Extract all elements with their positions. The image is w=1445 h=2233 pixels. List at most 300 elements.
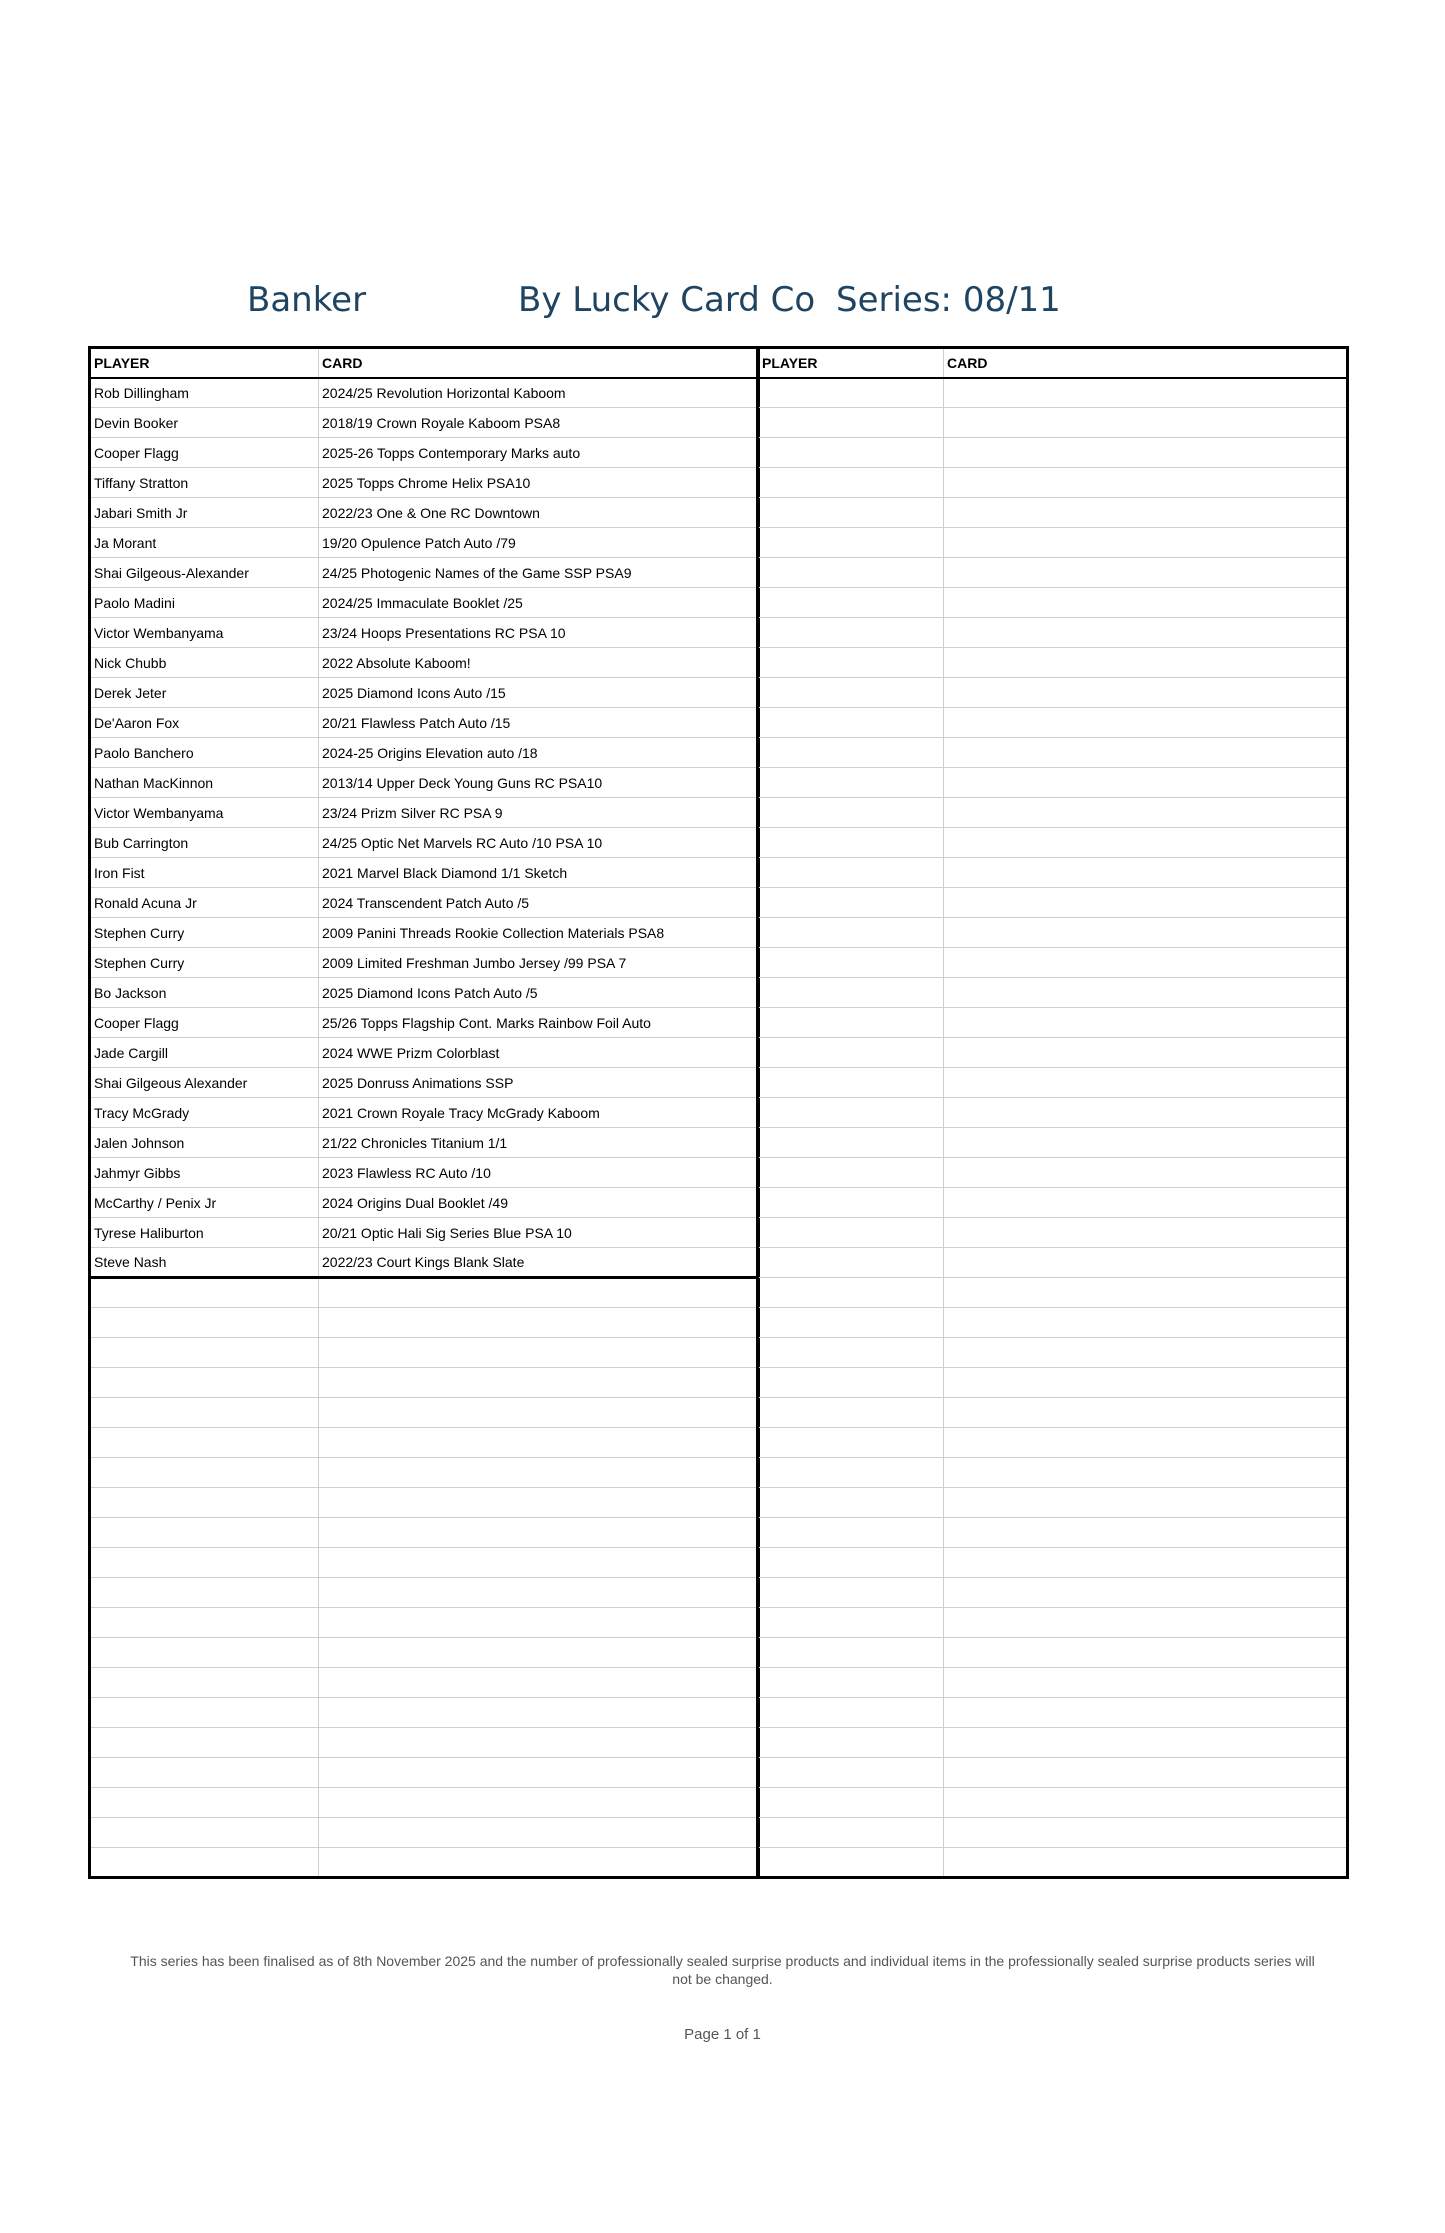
player-cell <box>758 678 944 708</box>
player-cell: Bub Carrington <box>90 828 319 858</box>
player-cell <box>758 1428 944 1458</box>
player-cell <box>758 1638 944 1668</box>
player-cell <box>90 1728 319 1758</box>
empty-row <box>90 1818 759 1848</box>
card-cell: 25/26 Topps Flagship Cont. Marks Rainbow Foil Auto <box>319 1008 759 1038</box>
card-cell <box>319 1398 759 1428</box>
card-cell: 23/24 Hoops Presentations RC PSA 10 <box>319 618 759 648</box>
player-cell <box>758 438 944 468</box>
player-cell <box>758 1158 944 1188</box>
card-cell: 2021 Crown Royale Tracy McGrady Kaboom <box>319 1098 759 1128</box>
player-cell <box>90 1818 319 1848</box>
card-cell <box>944 1848 1348 1878</box>
card-cell <box>944 1278 1348 1308</box>
card-cell: 24/25 Photogenic Names of the Game SSP PSA9 <box>319 558 759 588</box>
empty-row <box>758 768 1348 798</box>
player-cell: Victor Wembanyama <box>90 618 319 648</box>
empty-row <box>90 1698 759 1728</box>
empty-row <box>758 1068 1348 1098</box>
player-cell <box>90 1338 319 1368</box>
table-row <box>90 768 759 798</box>
empty-row <box>758 1788 1348 1818</box>
card-cell <box>944 1398 1348 1428</box>
card-cell <box>944 438 1348 468</box>
player-cell <box>758 1038 944 1068</box>
empty-row <box>758 1458 1348 1488</box>
empty-row <box>90 1458 759 1488</box>
empty-row <box>758 618 1348 648</box>
table-row <box>90 468 759 498</box>
player-cell <box>90 1548 319 1578</box>
card-cell <box>944 1008 1348 1038</box>
empty-row <box>90 1668 759 1698</box>
card-cell <box>944 378 1348 408</box>
card-cell: 20/21 Optic Hali Sig Series Blue PSA 10 <box>319 1218 759 1248</box>
player-cell: Jahmyr Gibbs <box>90 1158 319 1188</box>
table-row <box>90 678 759 708</box>
empty-row <box>758 1428 1348 1458</box>
player-cell <box>758 1818 944 1848</box>
player-cell <box>90 1458 319 1488</box>
player-cell: Cooper Flagg <box>90 1008 319 1038</box>
player-cell: Nathan MacKinnon <box>90 768 319 798</box>
card-cell <box>944 618 1348 648</box>
player-cell <box>758 648 944 678</box>
empty-row <box>758 1848 1348 1878</box>
card-cell <box>944 1338 1348 1368</box>
empty-row <box>758 948 1348 978</box>
table-row <box>90 1038 759 1068</box>
player-cell: Devin Booker <box>90 408 319 438</box>
card-cell <box>319 1578 759 1608</box>
player-cell <box>758 1488 944 1518</box>
player-cell <box>90 1308 319 1338</box>
player-cell: Bo Jackson <box>90 978 319 1008</box>
card-cell <box>944 1128 1348 1158</box>
empty-row <box>758 1608 1348 1638</box>
card-cell: 2024-25 Origins Elevation auto /18 <box>319 738 759 768</box>
empty-row <box>758 468 1348 498</box>
player-cell: Shai Gilgeous-Alexander <box>90 558 319 588</box>
player-cell <box>758 1668 944 1698</box>
player-cell <box>90 1428 319 1458</box>
empty-row <box>758 1368 1348 1398</box>
empty-row <box>758 1038 1348 1068</box>
empty-row <box>90 1608 759 1638</box>
empty-row <box>758 438 1348 468</box>
table-row <box>90 708 759 738</box>
card-cell <box>944 498 1348 528</box>
card-cell <box>944 588 1348 618</box>
player-cell: Tiffany Stratton <box>90 468 319 498</box>
card-cell <box>319 1488 759 1518</box>
player-cell <box>758 1788 944 1818</box>
card-cell <box>944 1218 1348 1248</box>
table-row <box>90 1128 759 1158</box>
card-cell <box>319 1338 759 1368</box>
table-row <box>90 978 759 1008</box>
player-cell: Cooper Flagg <box>90 438 319 468</box>
card-cell <box>944 1188 1348 1218</box>
player-cell <box>90 1698 319 1728</box>
empty-row <box>758 1548 1348 1578</box>
column-header-card: CARD <box>944 348 1348 378</box>
player-cell: Jabari Smith Jr <box>90 498 319 528</box>
player-cell <box>758 1548 944 1578</box>
empty-row <box>758 1488 1348 1518</box>
column-header-card: CARD <box>319 348 759 378</box>
card-cell <box>944 528 1348 558</box>
card-cell <box>944 1608 1348 1638</box>
player-cell <box>758 1458 944 1488</box>
player-cell <box>90 1608 319 1638</box>
empty-row <box>758 1638 1348 1668</box>
player-cell: Shai Gilgeous Alexander <box>90 1068 319 1098</box>
card-cell <box>944 1698 1348 1728</box>
card-cell <box>944 678 1348 708</box>
empty-row <box>758 678 1348 708</box>
table-row <box>90 648 759 678</box>
player-cell <box>758 1218 944 1248</box>
player-cell <box>758 978 944 1008</box>
player-cell <box>758 1368 944 1398</box>
player-cell <box>758 1848 944 1878</box>
card-cell <box>944 858 1348 888</box>
player-cell <box>758 1728 944 1758</box>
card-cell: 2024 WWE Prizm Colorblast <box>319 1038 759 1068</box>
card-cell <box>319 1608 759 1638</box>
player-cell <box>758 1008 944 1038</box>
player-cell: Stephen Curry <box>90 918 319 948</box>
card-cell: 2025 Topps Chrome Helix PSA10 <box>319 468 759 498</box>
card-cell: 2021 Marvel Black Diamond 1/1 Sketch <box>319 858 759 888</box>
empty-row <box>758 1818 1348 1848</box>
card-cell: 2023 Flawless RC Auto /10 <box>319 1158 759 1188</box>
player-cell: Tracy McGrady <box>90 1098 319 1128</box>
player-cell <box>758 1398 944 1428</box>
empty-row <box>90 1848 759 1878</box>
empty-row <box>90 1278 759 1308</box>
card-cell <box>944 1578 1348 1608</box>
player-cell <box>90 1278 319 1308</box>
player-cell: Ja Morant <box>90 528 319 558</box>
checklist-table-right <box>756 346 1349 1879</box>
empty-row <box>758 648 1348 678</box>
player-cell: Paolo Banchero <box>90 738 319 768</box>
player-cell <box>758 1518 944 1548</box>
player-cell <box>758 1188 944 1218</box>
empty-row <box>758 708 1348 738</box>
empty-row <box>90 1518 759 1548</box>
card-cell <box>944 708 1348 738</box>
card-cell <box>944 1668 1348 1698</box>
player-cell <box>90 1668 319 1698</box>
player-cell: McCarthy / Penix Jr <box>90 1188 319 1218</box>
empty-row <box>90 1758 759 1788</box>
player-cell <box>758 1128 944 1158</box>
player-cell <box>758 738 944 768</box>
card-cell <box>944 948 1348 978</box>
player-cell <box>758 558 944 588</box>
empty-row <box>758 1398 1348 1428</box>
card-cell <box>319 1308 759 1338</box>
card-cell <box>944 1428 1348 1458</box>
player-cell <box>90 1578 319 1608</box>
card-cell <box>944 1368 1348 1398</box>
player-cell: Paolo Madini <box>90 588 319 618</box>
series-name: Banker <box>247 280 367 320</box>
card-cell: 2024/25 Revolution Horizontal Kaboom <box>319 378 759 408</box>
player-cell <box>758 528 944 558</box>
player-cell: Ronald Acuna Jr <box>90 888 319 918</box>
column-header-player: PLAYER <box>758 348 944 378</box>
header-row <box>90 348 759 378</box>
card-cell <box>319 1428 759 1458</box>
card-cell <box>944 798 1348 828</box>
player-cell <box>90 1758 319 1788</box>
empty-row <box>758 1518 1348 1548</box>
card-cell: 2022/23 One & One RC Downtown <box>319 498 759 528</box>
card-cell <box>944 1488 1348 1518</box>
empty-row <box>758 408 1348 438</box>
player-cell <box>758 708 944 738</box>
empty-row <box>90 1788 759 1818</box>
card-cell <box>944 1248 1348 1278</box>
card-cell <box>944 978 1348 1008</box>
empty-row <box>758 1098 1348 1128</box>
card-cell <box>944 1458 1348 1488</box>
card-cell: 2025 Diamond Icons Patch Auto /5 <box>319 978 759 1008</box>
empty-row <box>758 378 1348 408</box>
empty-row <box>90 1578 759 1608</box>
card-cell <box>944 1038 1348 1068</box>
table-row <box>90 1248 759 1278</box>
card-cell <box>319 1278 759 1308</box>
table-row <box>90 948 759 978</box>
table-row <box>90 738 759 768</box>
table-row <box>90 1008 759 1038</box>
table-row <box>90 918 759 948</box>
finalised-notice: This series has been finalised as of 8th November 2025 and the number of professionally sealed surprise products and individual items in the professionally sealed surprise products series will not be changed. <box>130 1953 1315 1987</box>
player-cell <box>758 1338 944 1368</box>
player-cell <box>758 1698 944 1728</box>
card-cell <box>944 648 1348 678</box>
card-cell: 21/22 Chronicles Titanium 1/1 <box>319 1128 759 1158</box>
card-cell <box>319 1758 759 1788</box>
player-cell <box>758 828 944 858</box>
card-cell <box>319 1788 759 1818</box>
table-row <box>90 498 759 528</box>
empty-row <box>758 858 1348 888</box>
table-row <box>90 858 759 888</box>
empty-row <box>758 1218 1348 1248</box>
empty-row <box>90 1368 759 1398</box>
card-cell: 2024/25 Immaculate Booklet /25 <box>319 588 759 618</box>
card-cell <box>944 888 1348 918</box>
player-cell <box>758 588 944 618</box>
card-cell <box>944 1068 1348 1098</box>
player-cell <box>758 1578 944 1608</box>
card-cell: 2022 Absolute Kaboom! <box>319 648 759 678</box>
empty-row <box>758 1668 1348 1698</box>
card-cell <box>944 558 1348 588</box>
card-cell: 2024 Origins Dual Booklet /49 <box>319 1188 759 1218</box>
table-row <box>90 558 759 588</box>
card-cell <box>319 1728 759 1758</box>
table-row <box>90 1188 759 1218</box>
empty-row <box>90 1338 759 1368</box>
player-cell <box>758 1068 944 1098</box>
empty-row <box>758 828 1348 858</box>
player-cell <box>90 1398 319 1428</box>
card-cell: 2022/23 Court Kings Blank Slate <box>319 1248 759 1278</box>
empty-row <box>758 978 1348 1008</box>
player-cell <box>758 1308 944 1338</box>
table-row <box>90 438 759 468</box>
player-cell <box>758 768 944 798</box>
card-cell: 24/25 Optic Net Marvels RC Auto /10 PSA 10 <box>319 828 759 858</box>
empty-row <box>758 1188 1348 1218</box>
player-cell <box>90 1788 319 1818</box>
player-cell <box>758 858 944 888</box>
card-cell <box>319 1638 759 1668</box>
card-cell <box>944 1308 1348 1338</box>
player-cell: De'Aaron Fox <box>90 708 319 738</box>
card-cell: 2025-26 Topps Contemporary Marks auto <box>319 438 759 468</box>
player-cell: Victor Wembanyama <box>90 798 319 828</box>
empty-row <box>90 1548 759 1578</box>
empty-row <box>758 588 1348 618</box>
empty-row <box>758 1758 1348 1788</box>
empty-row <box>758 1008 1348 1038</box>
card-cell: 2018/19 Crown Royale Kaboom PSA8 <box>319 408 759 438</box>
card-cell: 19/20 Opulence Patch Auto /79 <box>319 528 759 558</box>
empty-row <box>758 798 1348 828</box>
empty-row <box>90 1308 759 1338</box>
card-cell <box>319 1368 759 1398</box>
player-cell: Jalen Johnson <box>90 1128 319 1158</box>
player-cell <box>90 1638 319 1668</box>
checklist-table-left <box>88 346 760 1879</box>
empty-row <box>90 1728 759 1758</box>
card-cell <box>944 1518 1348 1548</box>
empty-row <box>90 1638 759 1668</box>
table-row <box>90 588 759 618</box>
player-cell <box>758 378 944 408</box>
card-cell <box>944 738 1348 768</box>
empty-row <box>90 1398 759 1428</box>
card-cell <box>319 1518 759 1548</box>
player-cell: Tyrese Haliburton <box>90 1218 319 1248</box>
card-cell <box>944 1728 1348 1758</box>
player-cell <box>758 948 944 978</box>
player-cell: Iron Fist <box>90 858 319 888</box>
table-row <box>90 1068 759 1098</box>
table-row <box>90 618 759 648</box>
empty-row <box>758 1698 1348 1728</box>
empty-row <box>758 1128 1348 1158</box>
empty-row <box>758 888 1348 918</box>
card-cell <box>319 1818 759 1848</box>
card-cell <box>319 1458 759 1488</box>
player-cell: Rob Dillingham <box>90 378 319 408</box>
card-cell <box>944 1788 1348 1818</box>
table-row <box>90 378 759 408</box>
player-cell <box>758 1608 944 1638</box>
series-number: Series: 08/11 <box>836 280 1061 320</box>
player-cell <box>758 888 944 918</box>
empty-row <box>758 1248 1348 1278</box>
table-row <box>90 528 759 558</box>
document-header <box>0 280 1445 330</box>
player-cell <box>758 918 944 948</box>
player-cell: Derek Jeter <box>90 678 319 708</box>
empty-row <box>758 1578 1348 1608</box>
card-cell <box>944 1098 1348 1128</box>
card-cell: 23/24 Prizm Silver RC PSA 9 <box>319 798 759 828</box>
card-cell <box>944 408 1348 438</box>
card-cell <box>319 1698 759 1728</box>
empty-row <box>758 1308 1348 1338</box>
player-cell <box>758 468 944 498</box>
empty-row <box>758 918 1348 948</box>
table-row <box>90 798 759 828</box>
empty-row <box>90 1428 759 1458</box>
player-cell <box>90 1368 319 1398</box>
player-cell <box>758 1248 944 1278</box>
player-cell <box>758 618 944 648</box>
empty-row <box>758 1728 1348 1758</box>
table-row <box>90 828 759 858</box>
empty-row <box>758 1158 1348 1188</box>
empty-row <box>90 1488 759 1518</box>
player-cell <box>758 1758 944 1788</box>
empty-row <box>758 528 1348 558</box>
player-cell: Steve Nash <box>90 1248 319 1278</box>
player-cell <box>758 498 944 528</box>
table-row <box>90 1218 759 1248</box>
card-cell <box>944 918 1348 948</box>
player-cell <box>758 798 944 828</box>
card-cell <box>944 1818 1348 1848</box>
card-cell: 2025 Diamond Icons Auto /15 <box>319 678 759 708</box>
empty-row <box>758 558 1348 588</box>
player-cell <box>758 1278 944 1308</box>
card-cell: 2009 Limited Freshman Jumbo Jersey /99 PSA 7 <box>319 948 759 978</box>
card-cell <box>319 1668 759 1698</box>
header-row <box>758 348 1348 378</box>
card-cell <box>944 468 1348 498</box>
card-cell: 2025 Donruss Animations SSP <box>319 1068 759 1098</box>
player-cell <box>90 1848 319 1878</box>
card-cell <box>944 828 1348 858</box>
card-cell <box>944 768 1348 798</box>
empty-row <box>758 1338 1348 1368</box>
card-cell: 2013/14 Upper Deck Young Guns RC PSA10 <box>319 768 759 798</box>
card-cell <box>319 1848 759 1878</box>
table-row <box>90 408 759 438</box>
empty-row <box>758 498 1348 528</box>
table-row <box>90 888 759 918</box>
card-cell: 20/21 Flawless Patch Auto /15 <box>319 708 759 738</box>
card-cell <box>319 1548 759 1578</box>
player-cell: Nick Chubb <box>90 648 319 678</box>
player-cell <box>90 1518 319 1548</box>
table-row <box>90 1098 759 1128</box>
table-row <box>90 1158 759 1188</box>
empty-row <box>758 1278 1348 1308</box>
card-cell: 2024 Transcendent Patch Auto /5 <box>319 888 759 918</box>
